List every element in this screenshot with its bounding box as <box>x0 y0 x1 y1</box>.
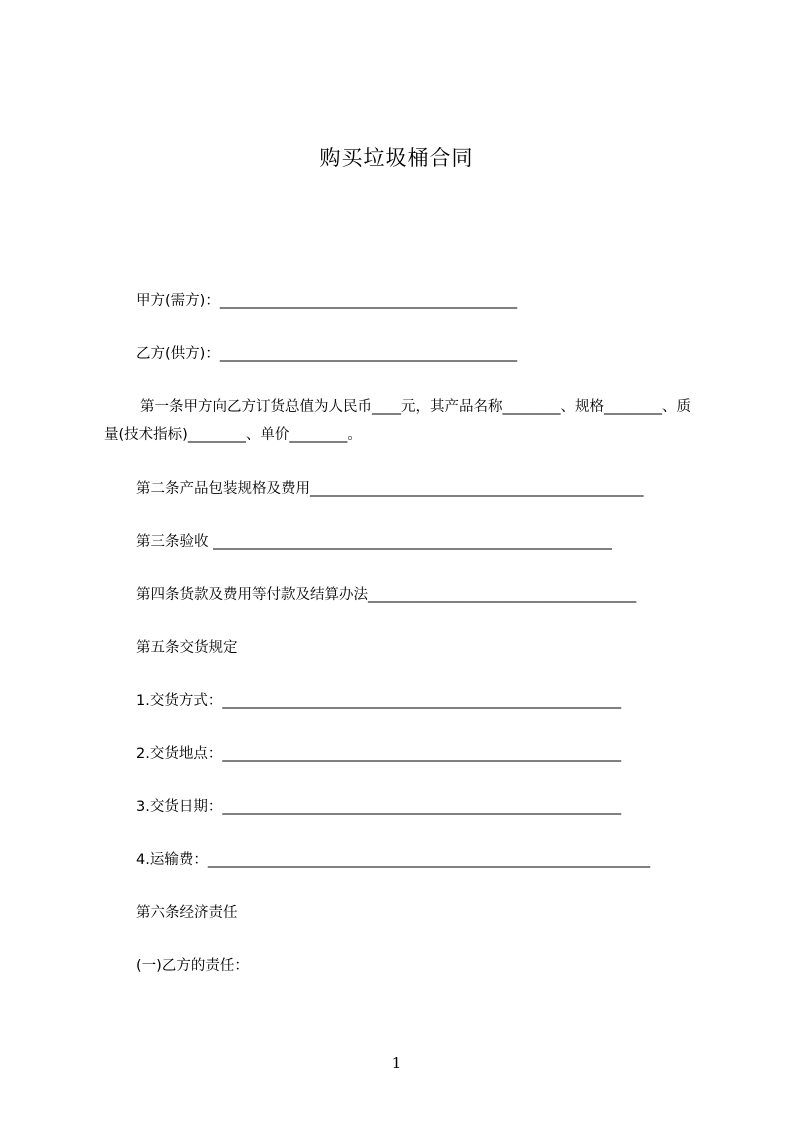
delivery-date-line: 3.交货日期：_______________________________________________________ <box>136 799 622 815</box>
article-3-line: 第三条验收 _______________________________________________________ <box>136 534 612 550</box>
transport-fee-line: 4.运输费：_____________________________________________________________ <box>136 852 651 868</box>
delivery-place-line: 2.交货地点：_______________________________________________________ <box>136 746 622 762</box>
page-number: 1 <box>391 1054 402 1072</box>
article-2-line: 第二条产品包装规格及费用______________________________________________ <box>136 481 644 497</box>
article-6-heading: 第六条经济责任 <box>136 905 238 921</box>
party-b-responsibility-heading: (一)乙方的责任： <box>136 958 249 974</box>
article-5-heading: 第五条交货规定 <box>136 640 238 656</box>
document-title: 购买垃圾桶合同 <box>319 146 474 170</box>
article-1-paragraph: 第一条甲方向乙方订货总值为人民币____元，其产品名称________、规格________、质量(技术指标)________、单价________。 <box>104 399 691 443</box>
party-a-line: 甲方(需方)：_________________________________________ <box>136 293 518 309</box>
delivery-method-line: 1.交货方式：_______________________________________________________ <box>136 693 622 709</box>
party-b-line: 乙方(供方)：_________________________________________ <box>136 346 518 362</box>
article-4-line: 第四条货款及费用等付款及结算办法_____________________________________ <box>136 587 637 603</box>
